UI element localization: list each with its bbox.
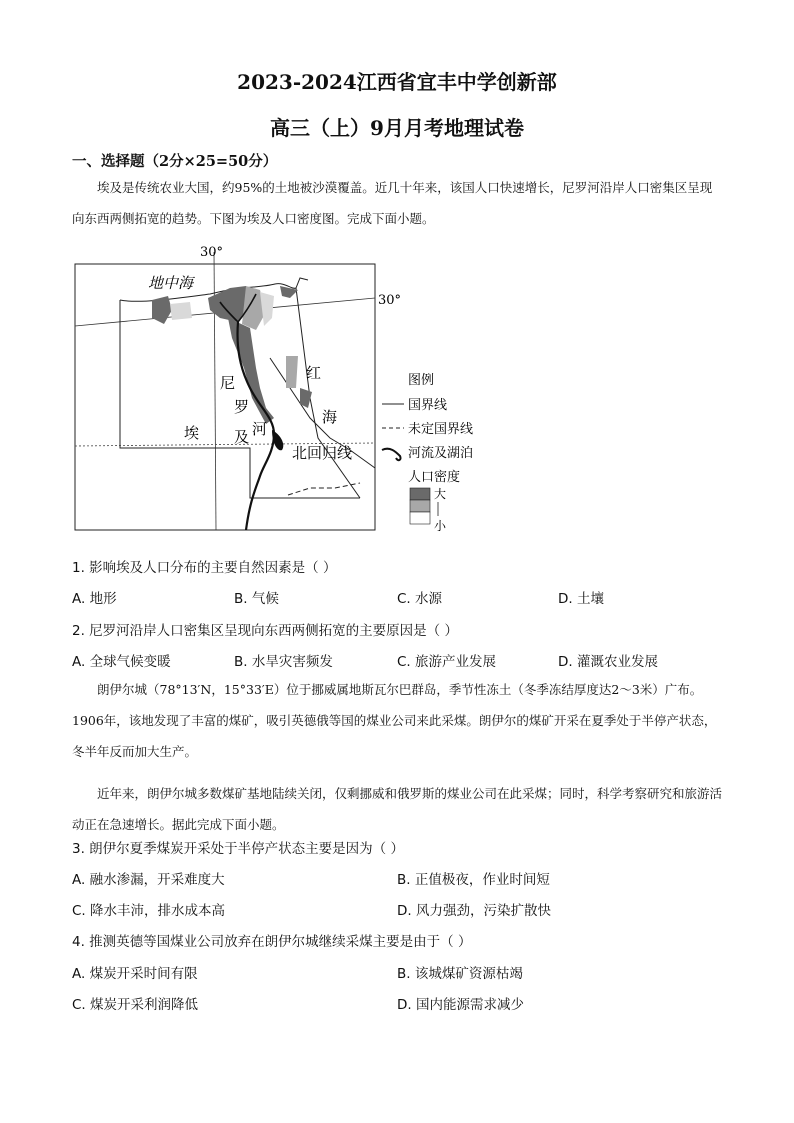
q1-option-d[interactable]: D. 土壤	[558, 591, 604, 607]
lon-label: 30°	[378, 293, 402, 308]
section-heading: 一、选择题（2分×25=50分）	[72, 153, 278, 170]
legend-low-label: 小	[434, 519, 447, 533]
nile-char-1: 尼	[220, 374, 236, 392]
passage-longyearbyen-p1: 朗伊尔城（78°13′N，15°33′E）位于挪威属地斯瓦尔巴群岛，季节性冻土（冬季冻结厚度达2～3米）广布。1906年，该地发现了丰富的煤矿，吸引英德俄等国的煤业公司来此采煤。朗伊尔的煤矿开采在夏季处于半停产状态，冬半年反而加大生产。	[72, 682, 717, 759]
question-2: 2. 尼罗河沿岸人口密集区呈现向东西两侧拓宽的主要原因是（ ）	[72, 623, 458, 639]
q1-option-b[interactable]: B. 气候	[234, 591, 279, 607]
legend-density-title: 人口密度	[408, 470, 461, 485]
legend-title: 图例	[408, 373, 435, 388]
legend-undetermined: 未定国界线	[408, 422, 474, 437]
question-4: 4. 推测英德等国煤业公司放弃在朗伊尔城继续采煤主要是由于（ ）	[72, 934, 472, 950]
coast-mid-1	[286, 356, 298, 388]
density-low-west	[170, 302, 192, 320]
passage-egypt-text: 埃及是传统农业大国，约95%的土地被沙漠覆盖。近几十年来，该国人口快速增长，尼罗河沿岸人口密集区呈现向东西两侧拓宽的趋势。下图为埃及人口密度图。完成下面小题。	[72, 180, 713, 226]
undetermined-border	[288, 483, 360, 495]
exam-title-line1: 2023-2024江西省宜丰中学创新部	[237, 70, 557, 94]
legend-density-low	[410, 512, 430, 524]
q2-option-b[interactable]: B. 水旱灾害频发	[234, 654, 333, 670]
passage-egypt	[72, 172, 724, 245]
passage-longyearbyen	[72, 674, 724, 851]
legend-density-high	[410, 488, 430, 500]
passage-longyearbyen-p2: 近年来，朗伊尔城多数煤矿基地陆续关闭，仅剩挪威和俄罗斯的煤业公司在此采煤；同时，科学考察研究和旅游活动正在急速增长。据此完成下面小题。	[72, 786, 723, 832]
q2-option-a[interactable]: A. 全球气候变暖	[72, 654, 171, 670]
legend-density-mid	[410, 500, 430, 512]
lake-nasser	[272, 430, 283, 450]
mediterranean-label: 地中海	[148, 274, 194, 292]
question-3: 3. 朗伊尔夏季煤炭开采处于半停产状态主要是因为（ ）	[72, 841, 404, 857]
q4-option-d[interactable]: D. 国内能源需求减少	[397, 997, 524, 1013]
q4-option-c[interactable]: C. 煤炭开采利润降低	[72, 997, 199, 1013]
q4-option-b[interactable]: B. 该城煤矿资源枯竭	[397, 966, 523, 982]
exam-title-line2: 高三（上）9月月考地理试卷	[270, 116, 524, 140]
nile-char-3: 河	[252, 420, 268, 438]
q3-option-b[interactable]: B. 正值极夜，作业时间短	[397, 872, 550, 888]
legend-river: 河流及湖泊	[408, 446, 474, 461]
q3-option-c[interactable]: C. 降水丰沛，排水成本高	[72, 903, 226, 919]
meridian-line	[214, 252, 216, 530]
lat-label: 30°	[200, 245, 224, 260]
egypt-char-1: 埃	[184, 424, 200, 442]
q3-option-d[interactable]: D. 风力强劲，污染扩散快	[397, 903, 551, 919]
q2-option-d[interactable]: D. 灌溉农业发展	[558, 654, 658, 670]
legend-high-label: 大	[434, 487, 447, 501]
question-1: 1. 影响埃及人口分布的主要自然因素是（ ）	[72, 560, 337, 576]
egypt-char-2: 及	[234, 428, 250, 446]
legend-river-swatch	[382, 449, 401, 460]
tropic-label: 北回归线	[292, 444, 353, 462]
redsea-char-2: 海	[322, 408, 338, 426]
q3-option-a[interactable]: A. 融水渗漏，开采难度大	[72, 872, 225, 888]
egypt-population-map	[60, 238, 510, 538]
legend-border: 国界线	[408, 398, 448, 413]
sinai-low	[260, 292, 274, 326]
q1-option-a[interactable]: A. 地形	[72, 591, 117, 607]
redsea-char-1: 红	[306, 364, 322, 382]
q4-option-a[interactable]: A. 煤炭开采时间有限	[72, 966, 198, 982]
q1-option-c[interactable]: C. 水源	[397, 591, 443, 607]
q2-option-c[interactable]: C. 旅游产业发展	[397, 654, 497, 670]
density-high-west	[152, 296, 172, 324]
nile-char-2: 罗	[234, 398, 250, 416]
